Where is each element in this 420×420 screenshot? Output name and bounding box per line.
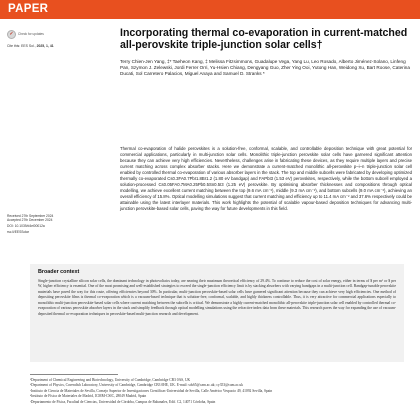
affiliation-item: ᵉDepartamento de Física, Facultad de Ciencias, Universidad de Córdoba, Campus de Rabanales, Edif. C2, 14071 Córdoba, Spain xyxy=(30,399,216,404)
accepted-date: Accepted 27th December 2024 xyxy=(7,218,53,223)
crossmark-link[interactable] xyxy=(7,30,107,39)
doi-link[interactable]: DOI: 10.1039/d4el00012a xyxy=(7,224,45,229)
cite-journal: EES Sol., xyxy=(21,44,36,48)
article-type-label: PAPER xyxy=(8,3,49,15)
crossmark-icon: ✓ xyxy=(7,30,16,39)
article-dates xyxy=(7,214,107,235)
affiliation-item: ᶜInstituto de Ciencia de Materiales de Sevilla, Consejo Superior de Investigaciones Científicas-Universidad de Sevilla, Calle Américo Vespucio 49, 41092 Sevilla, Spain xyxy=(30,388,273,393)
footnote-divider xyxy=(30,374,118,375)
cite-details: 2025, 1, 41 xyxy=(36,44,54,48)
broader-context-box xyxy=(30,264,404,362)
affiliation-item: ᵈInstituto de Física de Materiales de Madrid, ICMM-CSIC, 28049 Madrid, Spain xyxy=(30,394,147,399)
broader-context-heading: Broader context xyxy=(38,269,80,275)
citation-line xyxy=(7,44,107,48)
abstract-text: Thermal co-evaporation of halide perovskites is a solution-free, conformal, scalable, and controllable deposition technique with great potential for commercial applications, particularly in multi-junction solar cells. Monolithic triple-junction perovskite solar cells have garnered significant attention because they can achieve very high efficiencies. Nevertheless, challenges arise in fabricating these devices, as they require multiple layers and precise current matching across complex absorber stacks. Here we demonstrate a current-matched monolithic all-perovskite p–i–n triple-junction solar cell enabled by controlled thermal co-evaporation of various absorber layers in the stack. The top and middle subcells were fabricated by developing optimized thermally co-evaporated Cs0.3FA0.7PbI1.8Br1.2 (1.80 eV bandgap) and FAPbI3 (1.53 eV) perovskites, respectively, while the bottom subcell employed a solution-processed Cs0.05FA0.7MA0.25Pb0.5Sn0.5I3 (1.25 eV) perovskite. By optimising absorber thicknesses and compositions through optical modelling, we achieve excellent current matching between the top (9.6 mA cm⁻²), middle (9.3 mA cm⁻²), and bottom subcells (9.0 mA cm⁻²), achieving an overall efficiency of 15.8%. Optical modelling simulations suggest that current matching and efficiency up to 11.4 mA cm⁻² and 37.6% respectively could be attainable using the latest interlayer materials. This work highlights the potential of scalable vapour-based deposition techniques for advancing multi-junction perovskite-based solar cells, paving the way for future developments in this field. xyxy=(120,146,412,212)
cite-prefix: Cite this: xyxy=(7,44,21,48)
affiliation-item: ªDepartment of Chemical Engineering and Biotechnology, University of Cambridge, Cambridge CB3 0AS, UK xyxy=(30,378,191,382)
affiliation-list xyxy=(30,378,404,405)
article-title: Incorporating thermal co-evaporation in current-matched all-perovskite triple-junction solar cells† xyxy=(120,27,408,52)
crossmark-label: Check for updates xyxy=(18,32,44,37)
received-date: Received 27th September 2024 xyxy=(7,214,54,218)
affiliation-item: ᵇDepartment of Physics, Cavendish Laboratory, University of Cambridge, Cambridge CB3 0HE, UK. E-mail: sds65@cam.ac.uk; cy353@cam.ac.uk xyxy=(30,383,243,388)
journal-website-link[interactable]: rsc.li/EESSolar xyxy=(7,230,29,235)
author-list: Terry Chien-Jen Yang, ‡* Taeheon Kang, ‡ Melissa Fitzsimmons, Guadalupe Vega, Yang Lu, Leo Rosado, Alberto Jiménez-Solano, Linfeng Pan, Szymon J. Zelewski, Jordi Ferrer Orri, Yu-Hsien Chiang, Dengyang Guo, Zher Ying Ooi, Yutong Han, Weidong Xu, Bart Roose, Caterina Ducati, Sol Carretero Palacios, Miguel Anaya and Samuel D. Stranks * xyxy=(120,59,410,77)
article-sidebar xyxy=(7,30,107,48)
broader-context-body: Single-junction crystalline silicon solar cells, the dominant technology in photovoltaics today, are nearing their maximum theoretical efficiency of 29.4%. To continue to reduce the cost of solar energy, either in terms of $ per m² or $ per W, higher efficiency is essential. One of the most promising and well-established strategies to exceed the single-junction efficiency limit is by stacking absorbers with varying bandgaps in a multi-junction cell. Bandgap-tunable perovskite materials have paved the way for this route, offering efficiencies beyond 30%. In particular, multi-junction perovskite-based solar cells have garnered significant attention because they can achieve very high efficiencies. One method of depositing perovskite films is thermal co-evaporation which is a vacuum-based technique that is solution-free, conformal, scalable, and highly thickness controllable. Thus, it is very attractive for commercial applications especially to monolithic multi-junction perovskite-based solar cells where current matching between the subcells is critical. We demonstrate a highly current-matched monolithic all-perovskite triple-junction solar cell enabled by controlled thermal co-evaporation of various perovskite absorber layers in the stack and simplify feedback through optical modelling simulations using the refractive index data from these materials. This research paves the way for expanding the use of vacuum-deposited thermal co-evaporation techniques in perovskite-based multi-junction research and development. xyxy=(38,279,396,316)
journal-banner xyxy=(0,0,420,19)
